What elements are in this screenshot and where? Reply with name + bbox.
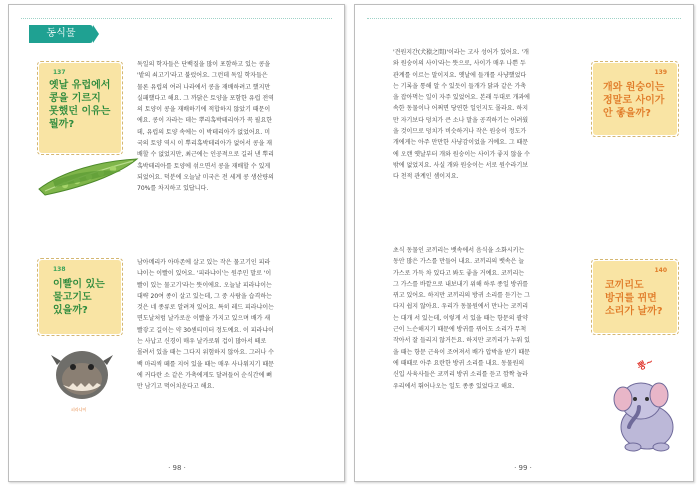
answer-text-140: 초식 동물인 코끼리는 뱃속에서 음식을 소화시키는 동안 많은 가스를 만들어 내요. 코끼리의 뱃속은 늘 가스로 가득 차 있다고 봐도 좋을 거예요. 코끼리는 그 가스를 바깥으로 내보내기 위해 하루 종일 방귀를 뀌고 있어요. 하지만 코끼리의 방귀 소리를 듣기는 그 다지 쉽지 않아요. 우리가 동물원에서 만나는 코끼리 는 대개 서 있는데, 이렇게 서 있을 때는 항문의 괄약 근이 느슨해지기 때문에 방귀를 뀌어도 소리가 무척 작아서 잘 들리지 않거든요. 하지만 코끼리가 누워 있 을 때는 항문 근육이 조여져서 배가 압박을 받기 때문 에 때때로 아주 요란한 방귀 소리를 내요. 동물원의 신입 사육사들은 코끼리 방귀 소리를 듣고 깜짝 놀라 우리에서 뛰어나오는 일도 종종 있었다고 해요. [393, 247, 530, 390]
question-title: 개와 원숭이는 정말로 사이가 안 좋을까? [603, 82, 665, 119]
fish-caption: 피라냐이 [71, 407, 87, 412]
sound-effect-label: 뽕~ [636, 356, 656, 373]
question-number: 137 [53, 69, 66, 76]
header-dotted-line [21, 18, 332, 19]
question-card-138 [39, 260, 121, 334]
right-page [354, 4, 694, 482]
question-number: 139 [654, 69, 667, 76]
question-title: 이빨이 있는 물고기도 있을까? [53, 279, 105, 316]
question-title: 옛날 유럽에서 콩을 기르지 못했던 이유는 뭘까? [49, 80, 111, 130]
answer-text-138: 남아메리카 아마존에 살고 있는 작은 물고기인 피라 냐이는 이빨이 있어요. '피라냐이'는 원주민 말로 '이 빨이 있는 물고기'라는 뜻이에요. 오늘날 피라냐이는 대략 20여 종이 살고 있는데, 그 중 사람을 습격하는 것은 네 종류로 알려져 있어요. 특히 레드 피라냐이는 면도날처럼 날카로운 이빨을 가지고 있으며 배가 새 빨갛고 길이는 약 30센티미터 정도예요. 이 피라냐이 는 사납고 신경이 매우 날카로워 겁이 많아서 떼로 몰려서 있을 때는 그다지 위험하지 않아요. 그러나 수 백 마리씩 떼를 지어 있을 때는 매우 사나워지기 때문 에 커다란 소 같은 가축에게도 달려들어 순식간에 뼈 만 남기고 먹어치운다고 해요. [137, 259, 274, 391]
page-number: · 99 · [514, 464, 532, 472]
page-number: · 98 · [168, 464, 186, 472]
question-number: 140 [654, 267, 667, 274]
left-page [8, 4, 345, 482]
elephant-illustration [611, 371, 683, 453]
question-title: 코끼리도 방귀를 뀌면 소리가 날까? [605, 280, 663, 317]
piranha-illustration [51, 345, 113, 403]
section-tab: 동식물 [29, 25, 93, 43]
pea-pod-illustration [33, 151, 143, 199]
question-card-139 [593, 63, 677, 135]
question-card-140 [593, 261, 677, 333]
question-number: 138 [53, 266, 66, 273]
answer-text-139: '견원지간(犬猿之間)'이라는 고사 성어가 있어요. '개 와 원숭이의 사이'라는 뜻으로, 사이가 매우 나쁜 두 관계를 이르는 말이지요. 옛날에 들개를 사냥했었다 는 기록을 통해 알 수 있듯이 들개가 닭과 같은 가축 을 잡아먹는 일이 자주 있었어요. 본래 두대로 개과에 속한 동물이나 어쩌면 당연한 일인지도 몰라요. 하지 만 자기보다 덩치가 큰 소나 말을 공격하기는 어려웠 을 것이므로 덩치가 비슷하거나 작은 원숭이 정도가 개에게는 아주 만만한 사냥감이었을 거예요. 그 때문 에 오랜 옛날부터 개와 원숭이는 사이가 좋지 않을 수 밖에 없었지요. 사실 개와 원숭이는 서로 원수라기보 다 천적 관계인 셈이지요. [393, 49, 530, 181]
answer-text-137: 독일의 학자들은 단백질을 많이 포함하고 있는 콩을 '밭의 쇠고기'라고 불렀어요. 그런데 독일 학자들은 물론 유럽의 여러 나라에서 콩을 재배하려고 했지만 실패했다고 해요. 그 까닭은 토양을 포함한 유럽 전역 의 토양이 콩을 재배하기에 적합하지 않았기 때문이 에요. 콩이 자라는 데는 뿌리혹박테리아가 꼭 필요한 데, 유럽의 토양 속에는 이 박테리아가 없었어요. 미 국의 토양 역시 이 뿌리혹박테리아가 없어서 콩을 재 배할 수 없었지만, 최근에는 인공적으로 길러 낸 뿌리 혹박테리아를 토양에 섞으면서 콩을 재배할 수 있게 되었어요. 덕분에 오늘날 미국은 전 세계 콩 생산량의 70%를 차지하고 있답니다. [137, 61, 274, 193]
header-dotted-line [367, 18, 681, 19]
question-card-137 [39, 63, 121, 153]
